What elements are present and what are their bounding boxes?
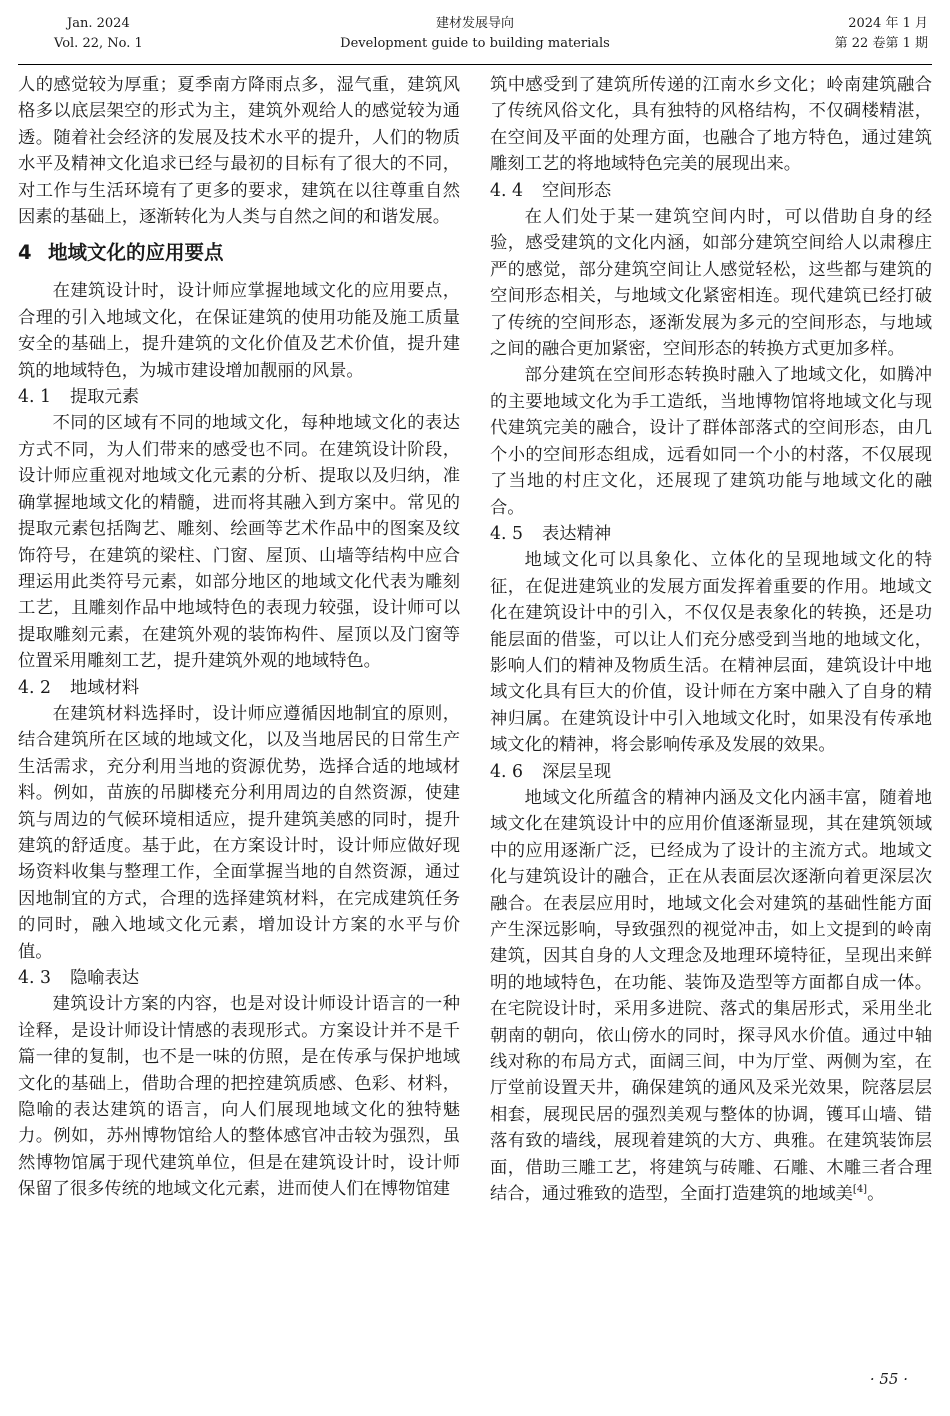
page-number: · 55 · xyxy=(869,1370,908,1388)
paragraph-4-1: 不同的区域有不同的地域文化，每种地域文化的表达方式不同，为人们带来的感受也不同。在建筑设计阶段，设计师应重视对地域文化元素的分析、提取以及归纳，准确掌握地域文化的精髓，进而将其融入到方案中。常见的提取元素包括陶艺、雕刻、绘画等艺术作品中的图案及纹饰符号，在建筑的梁柱、门窗、屋顶、山墙等结构中应合理运用此类符号元素，如部分地区的地域文化代表为雕刻工艺，且雕刻作品中地域特色的表现力较强，设计师可以提取雕刻元素，在建筑外观的装饰构件、屋顶以及门窗等位置采用雕刻工艺，提升建筑外观的地域特色。 xyxy=(18,413,460,672)
section-title: 地域文化的应用要点 xyxy=(48,241,224,265)
header-journal-en: Development guide to building materials xyxy=(340,36,610,51)
subsection-title: 地域材料 xyxy=(70,677,140,698)
paragraph-4-4-a: 在人们处于某一建筑空间内时，可以借助自身的经验，感受建筑的文化内涵，如部分建筑空间给人以肃穆庄严的感觉，部分建筑空间让人感觉轻松，这些都与建筑的空间形态相关，与地域文化紧密相连。现代建筑已经打破了传统的空间形态，逐渐发展为多元的空间形态，与地域之间的融合更加紧密，空间形态的转换方式更加多样。 xyxy=(490,207,932,360)
subsection-number: 4. 2 xyxy=(18,677,51,698)
subsection-heading-4-5 xyxy=(490,521,932,547)
header-date-cn: 2024 年 1 月 xyxy=(848,16,928,31)
paragraph-4-5: 地域文化可以具象化、立体化的呈现地域文化的特征，在促进建筑业的发展方面发挥着重要的作用。地域文化在建筑设计中的引入，不仅仅是表象化的转换，还是功能层面的借鉴，可以让人们充分感受到当地的地域文化，影响人们的精神及物质生活。在精神层面，建筑设计中地域文化具有巨大的价值，设计师在方案中融入了自身的精神归属。在建筑设计中引入地域文化时，如果没有传承地域文化的精神，将会影响传承及发展的效果。 xyxy=(490,550,932,756)
subsection-heading-4-4 xyxy=(490,178,932,204)
subsection-heading-4-3 xyxy=(18,965,460,991)
subsection-title: 深层呈现 xyxy=(542,761,612,782)
subsection-heading-4-1 xyxy=(18,384,460,410)
paragraph-4-6-text: 地域文化所蕴含的精神内涵及文化内涵丰富，随着地域文化在建筑设计中的应用价值逐渐显现，其在建筑领域中的应用逐渐广泛，已经成为了设计的主流方式。地域文化与建筑设计的融合，正在从表面层次逐渐向着更深层次融合。在表层应用时，地域文化会对建筑的基础性能方面产生深远影响，导致强烈的视觉冲击，如上文提到的岭南建筑，因其自身的人文理念及地理环境特征，呈现出来鲜明的地域特色，在功能、装饰及造型等方面都自成一体。在宅院设计时，采用多进院、落式的集居形式，采用坐北朝南的朝向，依山傍水的同时，探寻风水价值。通过中轴线对称的布局方式，面阔三间，中为厅堂、两侧为室，在厅堂前设置天井，确保建筑的通风及采光效果，院落层层相套，展现民居的强烈美观与整体的协调，镬耳山墙、错落有致的墙线，展现着建筑的大方、典雅。在建筑装饰层面，借助三雕工艺，将建筑与砖雕、石雕、木雕三者合理结合，通过雅致的造型，全面打造建筑的地域美 xyxy=(490,787,932,1205)
running-header xyxy=(18,12,932,65)
subsection-number: 4. 6 xyxy=(490,761,523,782)
header-journal-cn: 建材发展导向 xyxy=(435,16,514,31)
paragraph-4-6 xyxy=(490,785,932,1208)
left-column xyxy=(18,72,460,1203)
subsection-heading-4-2 xyxy=(18,675,460,701)
subsection-number: 4. 1 xyxy=(18,387,51,408)
paragraph-4-3: 建筑设计方案的内容，也是对设计师设计语言的一种诠释，是设计师设计情感的表现形式。方案设计并不是千篇一律的复制，也不是一味的仿照，是在传承与保护地域文化的基础上，借助合理的把控建筑质感、色彩、材料，隐喻的表达建筑的语言，向人们展现地域文化的独特魅力。例如，苏州博物馆给人的整体感官冲击较为强烈，虽然博物馆属于现代建筑单位，但是在建筑设计时，设计师保留了很多传统的地域文化元素，进而使人们在博物馆建 xyxy=(18,994,460,1200)
paragraph-section-4: 在建筑设计时，设计师应掌握地域文化的应用要点，合理的引入地域文化，在保证建筑的使用功能及施工质量安全的基础上，提升建筑的文化价值及艺术价值，提升建筑的地域特色，为城市建设增加靓丽的风景。 xyxy=(18,281,460,381)
subsection-title: 提取元素 xyxy=(70,387,140,408)
paragraph-4-3-continued: 筑中感受到了建筑所传递的江南水乡文化；岭南建筑融合了传统风俗文化，具有独特的风格结构，不仅碉楼精湛，在空间及平面的处理方面，也融合了地方特色，通过建筑雕刻工艺的将地域特色完美的展现出来。 xyxy=(490,75,932,175)
paragraph-4-6-end: 。 xyxy=(867,1184,885,1205)
citation-reference[interactable]: [4] xyxy=(852,1184,868,1196)
paragraph-4-4-b: 部分建筑在空间形态转换时融入了地域文化，如腾冲的主要地域文化为手工造纸，当地博物馆将地域文化与现代建筑完美的融合，设计了群体部落式的空间形态，由几个小的空间形态组成，远看如同一个小的村落，不仅展现了当地的村庄文化，还展现了建筑功能与地域文化的融合。 xyxy=(490,365,932,518)
header-date-en: Jan. 2024 xyxy=(67,16,130,31)
section-heading-4 xyxy=(18,238,460,268)
section-number: 4 xyxy=(18,241,32,265)
subsection-heading-4-6 xyxy=(490,759,932,785)
subsection-number: 4. 3 xyxy=(18,968,51,988)
subsection-number: 4. 4 xyxy=(490,180,523,201)
header-volume-en: Vol. 22, No. 1 xyxy=(54,36,143,51)
subsection-title: 空间形态 xyxy=(542,180,612,201)
header-center xyxy=(18,14,932,54)
paragraph-4-2: 在建筑材料选择时，设计师应遵循因地制宜的原则，结合建筑所在区域的地域文化，以及当地居民的日常生产生活需求，充分利用当地的资源优势，选择合适的地域材料。例如，苗族的吊脚楼充分利用周边的自然资源，使建筑与周边的气候环境相适应，提升建筑美感的同时，提升建筑的舒适度。基于此，在方案设计时，设计师应做好现场资料收集与整理工作，全面掌握当地的自然资源，通过因地制宜的方式，合理的选择建筑材料，在完成建筑任务的同时，融入地域文化元素，增加设计方案的水平与价值。 xyxy=(18,703,460,962)
subsection-number: 4. 5 xyxy=(490,523,523,544)
header-right xyxy=(835,14,928,54)
paragraph-intro-continued: 人的感觉较为厚重；夏季南方降雨点多，湿气重，建筑风格多以底层架空的形式为主，建筑外观给人的感觉较为通透。随着社会经济的发展及技术水平的提升，人们的物质水平及精神文化追求已经与最初的目标有了很大的不同，对工作与生活环境有了更多的要求，建筑在以往尊重自然因素的基础上，逐渐转化为人类与自然之间的和谐发展。 xyxy=(18,75,460,228)
subsection-title: 表达精神 xyxy=(542,523,612,544)
subsection-title: 隐喻表达 xyxy=(70,968,140,988)
right-column xyxy=(490,72,932,1207)
header-volume-cn: 第 22 卷第 1 期 xyxy=(834,36,928,51)
